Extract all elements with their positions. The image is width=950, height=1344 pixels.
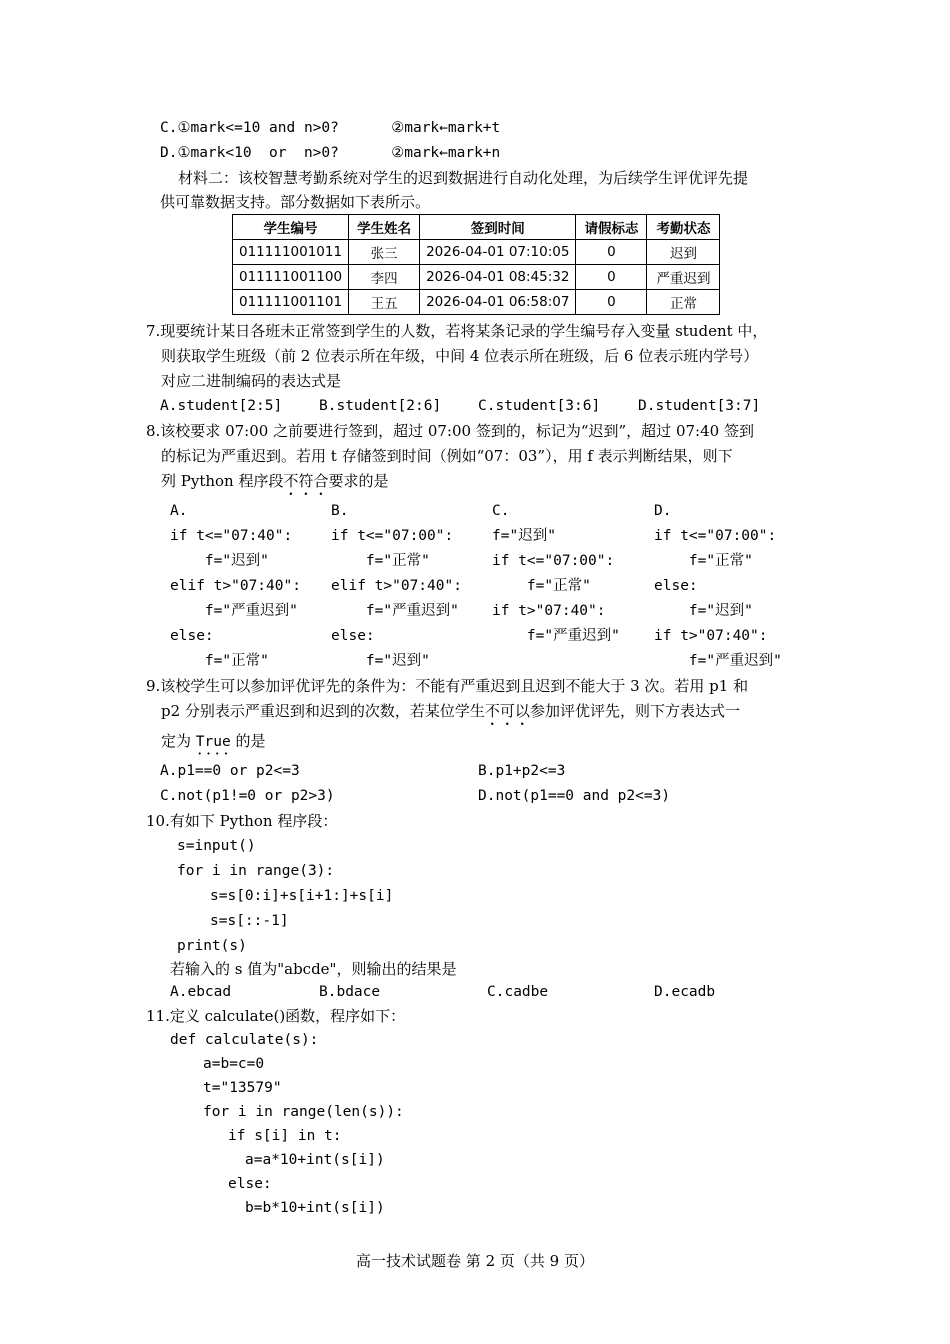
table-cell: 0: [576, 290, 647, 315]
table-cell: 李四: [349, 265, 420, 290]
q9-option-c: C.not(p1!=0 or p2>3): [160, 788, 335, 804]
q10-code-line: for i in range(3):: [177, 863, 335, 879]
q10-option-b: B.bdace: [319, 984, 381, 1000]
q10-code-line: print(s): [177, 938, 247, 954]
table-cell: 2026-04-01 07:10:05: [420, 240, 576, 265]
q8-stem-text: 列 Python 程序段: [161, 472, 284, 490]
q10-option-a: A.ebcad: [170, 984, 232, 1000]
q11-code-line: a=a*10+int(s[i]): [245, 1152, 385, 1168]
q6-option-d: D.①mark<10 or n>0? ②mark←mark+n: [160, 145, 501, 161]
q11-code-line: if s[i] in t:: [228, 1128, 342, 1144]
q10-option-c: C.cadbe: [487, 984, 549, 1000]
q8-emphasis: 不符合: [283, 472, 329, 490]
q10-stem: 若输入的 s 值为"abcde"，则输出的结果是: [170, 960, 457, 978]
column-header: 签到时间: [420, 215, 576, 240]
attendance-table: [232, 214, 720, 315]
q7-option-c: C.student[3:6]: [478, 398, 601, 414]
q11-code-line: for i in range(len(s)):: [203, 1104, 404, 1120]
q8-option-a-code: else:: [170, 628, 214, 644]
q8-stem-text: 要求的是: [328, 472, 389, 490]
q9-option-b: B.p1+p2<=3: [478, 763, 566, 779]
table-cell: 严重迟到: [647, 265, 720, 290]
table-cell: 0: [576, 265, 647, 290]
table-row: [233, 240, 720, 265]
q8-option-a-code: f="迟到": [170, 553, 269, 569]
q10-title: 10.有如下 Python 程序段：: [146, 812, 338, 830]
table-row: [233, 265, 720, 290]
table-cell: 011111001100: [233, 265, 349, 290]
table-cell: 2026-04-01 06:58:07: [420, 290, 576, 315]
q11-code-line: def calculate(s):: [170, 1032, 319, 1048]
q9-option-d: D.not(p1==0 and p2<=3): [478, 788, 671, 804]
q8-stem-line2: 的标记为严重迟到。若用 t 存储签到时间（例如“07：03”），用 f 表示判断结果，则下: [161, 447, 733, 465]
q8-option-c-code: f="迟到": [492, 528, 556, 544]
q7-stem-line2: 则获取学生班级（前 2 位表示所在年级，中间 4 位表示所在班级，后 6 位表示班内学号）: [161, 347, 759, 365]
q8-option-a-label: A.: [170, 503, 188, 519]
column-header: 学生姓名: [349, 215, 420, 240]
table-cell: 2026-04-01 08:45:32: [420, 265, 576, 290]
q11-code-line: else:: [228, 1176, 272, 1192]
q8-option-d-code: if t<="07:00":: [654, 528, 777, 544]
q8-stem-line1: 8.该校要求 07:00 之前要进行签到，超过 07:00 签到的，标记为“迟到”，超过 07:40 签到: [146, 422, 754, 440]
table-cell: 迟到: [647, 240, 720, 265]
q8-option-a-code: f="严重迟到": [170, 603, 298, 619]
q11-code-line: t="13579": [203, 1080, 282, 1096]
q8-option-b-code: elif t>"07:40":: [331, 578, 462, 594]
table-cell: 011111001011: [233, 240, 349, 265]
q8-option-d-code: else:: [654, 578, 698, 594]
q8-option-c-code: f="正常": [492, 578, 591, 594]
q8-option-d-code: f="严重迟到": [654, 653, 782, 669]
q8-option-c-code: f="严重迟到": [492, 628, 620, 644]
column-header: 请假标志: [576, 215, 647, 240]
q8-option-b-label: B.: [331, 503, 349, 519]
q10-code-line: s=s[0:i]+s[i+1:]+s[i]: [210, 888, 394, 904]
q10-code-line: s=input(): [177, 838, 256, 854]
q9-stem-text: p2 分别表示严重迟到和迟到的次数，若某位学生: [161, 702, 485, 720]
page-footer: 高一技术试题卷 第 2 页（共 9 页）: [356, 1252, 594, 1270]
q8-option-d-code: f="正常": [654, 553, 753, 569]
q11-title: 11.定义 calculate()函数，程序如下：: [146, 1007, 406, 1025]
q8-option-b-code: f="正常": [331, 553, 430, 569]
q9-stem-line2: [161, 701, 740, 729]
q7-option-b: B.student[2:6]: [319, 398, 442, 414]
q11-code-line: a=b=c=0: [203, 1056, 265, 1072]
q8-option-c-code: if t<="07:00":: [492, 553, 615, 569]
material2-line1: 材料二：该校智慧考勤系统对学生的迟到数据进行自动化处理，为后续学生评优评先提: [178, 169, 749, 187]
q9-emphasis: 不可以: [484, 702, 530, 720]
table-row: [233, 290, 720, 315]
q10-code-line: s=s[::-1]: [210, 913, 289, 929]
q9-stem-text: 参加评优评先，则下方表达式一: [529, 702, 740, 720]
q9-stem-line1: 9.该校学生可以参加评优评先的条件为：不能有严重迟到且迟到不能大于 3 次。若用 p1 和: [146, 677, 749, 695]
q8-option-c-label: C.: [492, 503, 510, 519]
q8-stem-line3: [161, 471, 389, 499]
q8-option-d-code: if t>"07:40":: [654, 628, 768, 644]
q8-option-b-code: f="严重迟到": [331, 603, 459, 619]
q9-stem-text: 的是: [230, 732, 266, 750]
material2-line2: 供可靠数据支持。部分数据如下表所示。: [160, 193, 431, 211]
q9-stem-line3: [161, 731, 265, 758]
q8-option-b-code: else:: [331, 628, 375, 644]
q8-option-a-code: if t<="07:40":: [170, 528, 293, 544]
column-header: 考勤状态: [647, 215, 720, 240]
q7-stem-line1: 7.现要统计某日各班未正常签到学生的人数，若将某条记录的学生编号存入变量 student 中，: [146, 322, 768, 340]
q9-option-a: A.p1==0 or p2<=3: [160, 763, 300, 779]
q8-option-b-code: f="迟到": [331, 653, 430, 669]
q8-option-a-code: f="正常": [170, 653, 269, 669]
q9-stem-text: 定为: [161, 732, 196, 750]
q8-option-a-code: elif t>"07:40":: [170, 578, 301, 594]
table-cell: 011111001101: [233, 290, 349, 315]
column-header: 学生编号: [233, 215, 349, 240]
q11-code-line: b=b*10+int(s[i]): [245, 1200, 385, 1216]
q7-stem-line3: 对应二进制编码的表达式是: [161, 372, 342, 390]
q9-emphasis: True: [195, 734, 231, 750]
q8-option-c-code: if t>"07:40":: [492, 603, 606, 619]
table-cell: 0: [576, 240, 647, 265]
q8-option-b-code: if t<="07:00":: [331, 528, 454, 544]
q8-option-d-label: D.: [654, 503, 672, 519]
q7-option-a: A.student[2:5]: [160, 398, 283, 414]
table-cell: 王五: [349, 290, 420, 315]
table-header-row: [233, 215, 720, 240]
q10-option-d: D.ecadb: [654, 984, 716, 1000]
table-cell: 正常: [647, 290, 720, 315]
table-cell: 张三: [349, 240, 420, 265]
q6-option-c: C.①mark<=10 and n>0? ②mark←mark+t: [160, 120, 501, 136]
q7-option-d: D.student[3:7]: [638, 398, 761, 414]
q8-option-d-code: f="迟到": [654, 603, 753, 619]
